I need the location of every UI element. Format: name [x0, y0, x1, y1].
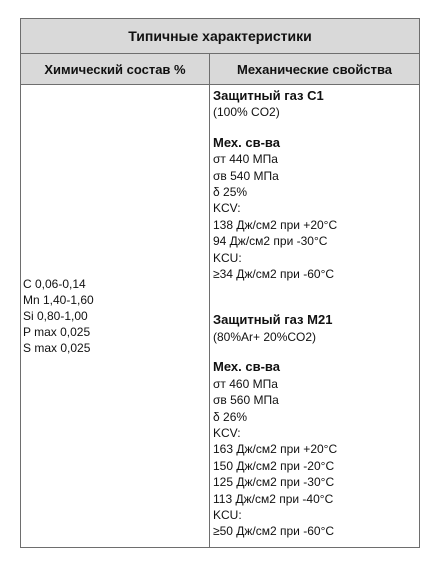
gas-m21-title: Защитный газ М21 [213, 312, 333, 328]
table-title: Типичные характеристики [21, 19, 420, 54]
header-properties: Механические свойства [210, 54, 420, 85]
header-composition: Химический состав % [21, 54, 210, 85]
property-line: KCU: [213, 250, 242, 265]
property-line: KCV: [213, 201, 241, 216]
property-line: σт 460 МПа [213, 376, 278, 391]
composition-line: Mn 1,40-1,60 [23, 293, 94, 307]
composition-line: P max 0,025 [23, 325, 91, 339]
property-line: δ 25% [213, 185, 248, 200]
property-line: σв 540 МПа [213, 168, 279, 183]
properties-cell [210, 85, 420, 548]
property-line: 125 Дж/см2 при -30°C [213, 475, 335, 490]
composition-line: S max 0,025 [23, 341, 91, 355]
property-line: σт 440 МПа [213, 152, 278, 167]
mech-props-title: Мех. св-ва [213, 134, 280, 150]
composition-line: Si 0,80-1,00 [23, 309, 88, 323]
characteristics-table [20, 18, 420, 548]
property-line: 150 Дж/см2 при -20°C [213, 458, 335, 473]
property-line: 163 Дж/см2 при +20°C [213, 442, 338, 457]
data-row [21, 85, 420, 548]
composition-cell [21, 85, 210, 548]
composition-line: C 0,06-0,14 [23, 277, 86, 291]
property-line: 94 Дж/см2 при -30°C [213, 234, 328, 249]
property-line: ≥50 Дж/см2 при -60°C [213, 524, 335, 539]
mech-props-title: Мех. св-ва [213, 359, 280, 375]
title-row [21, 19, 420, 54]
property-line: KCV: [213, 425, 241, 440]
property-line: KCU: [213, 507, 242, 522]
gas-c1-title: Защитный газ С1 [213, 88, 324, 103]
gas-c1-desc: (100% CO2) [213, 105, 280, 120]
property-line: σв 560 МПа [213, 393, 279, 408]
property-line: δ 26% [213, 409, 248, 424]
property-line: 138 Дж/см2 при +20°C [213, 217, 338, 232]
property-line: ≥34 Дж/см2 при -60°C [213, 267, 335, 282]
header-row [21, 54, 420, 85]
property-line: 113 Дж/см2 при -40°C [213, 491, 334, 506]
gas-m21-desc: (80%Ar+ 20%CO2) [213, 329, 317, 344]
